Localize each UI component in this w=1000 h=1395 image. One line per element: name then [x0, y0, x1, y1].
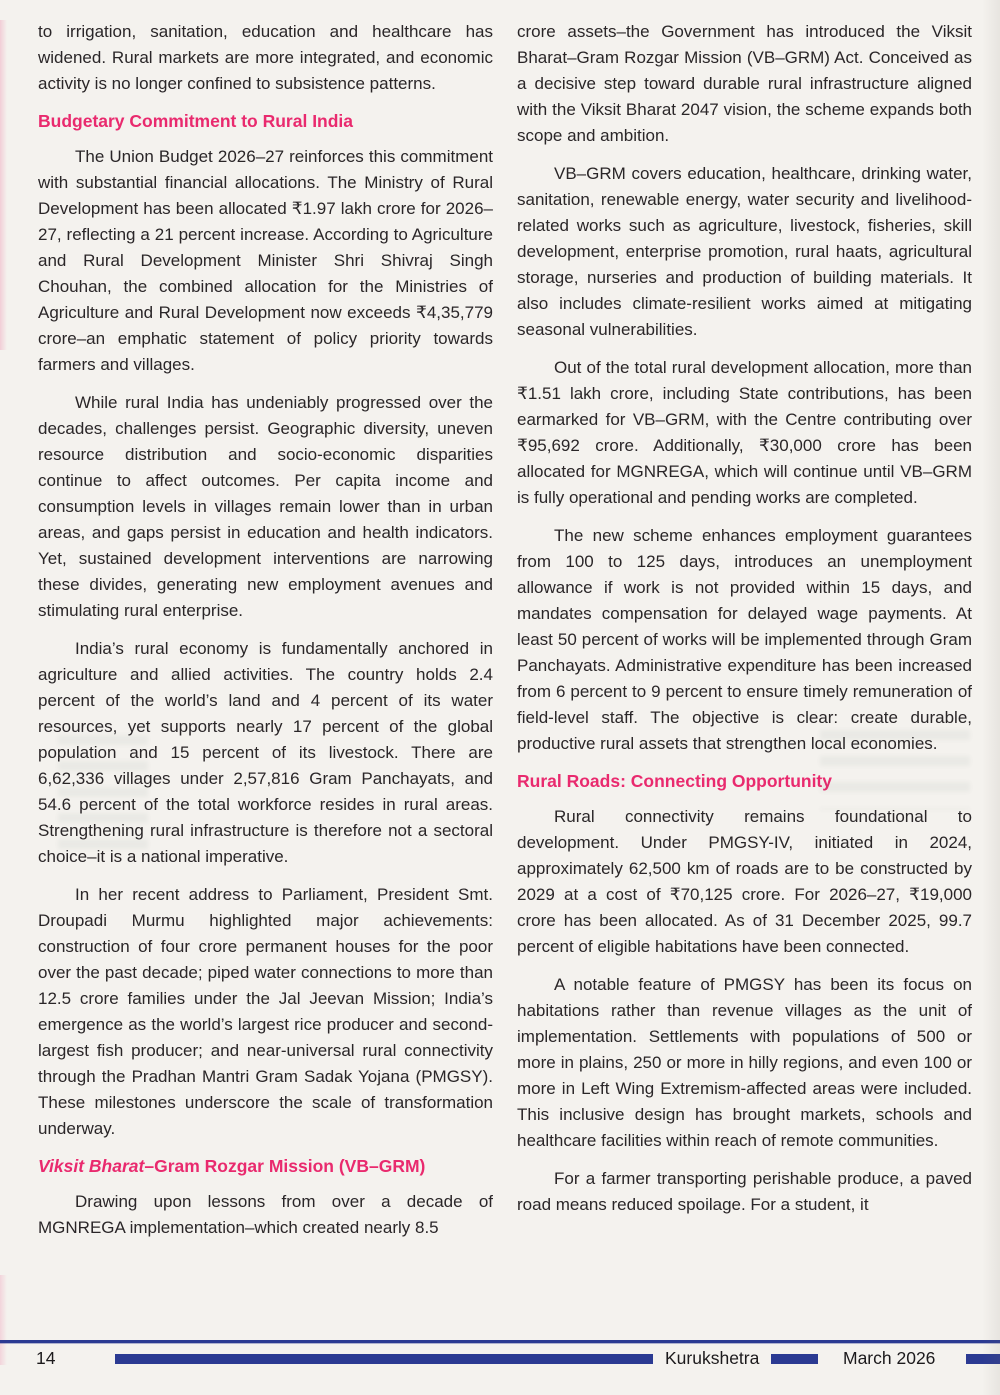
body-paragraph: A notable feature of PMGSY has been its focus on habitations rather than revenue villages as the unit of implementation. Settlements with populations of 500 or more in plains, 250 or more in hilly regions, and even 100 or more in Left Wing Extremism-affected areas were included. This inclusive design has brought markets, schools and healthcare facilities within reach of remote communities. [517, 975, 972, 1150]
section-heading: Budgetary Commitment to Rural India [38, 111, 354, 131]
body-paragraph: to irrigation, sanitation, education and healthcare has widened. Rural markets are more integrated, and economic activity is no longer confined to subsistence patterns. [38, 22, 493, 93]
body-paragraph: For a farmer transporting perishable produce, a paved road means reduced spoilage. For a student, it [517, 1169, 972, 1214]
footer-top-rule [0, 1340, 1000, 1343]
body-paragraph: Rural connectivity remains foundational to development. Under PMGSY-IV, initiated in 2024, approximately 62,500 km of roads are to be constructed by 2029 at a cost of ₹70,125 crore. For 2026–27, ₹19,000 crore has been allocated. As of 31 December 2025, 99.7 percent of eligible habitations have been connected. [517, 807, 972, 956]
footer-bar [115, 1354, 653, 1364]
page-footer [0, 1340, 1000, 1395]
text-column-left [38, 19, 493, 1320]
body-paragraph: Drawing upon lessons from over a decade of MGNREGA implementation–which created nearly 8.5 [38, 1192, 493, 1237]
heading-italic-lead: Viksit Bharat [38, 1156, 145, 1176]
footer-bar [966, 1354, 1000, 1364]
body-paragraph: In her recent address to Parliament, President Smt. Droupadi Murmu highlighted major achievements: construction of four crore permanent houses for the poor over the past decade; piped water connections to more than 12.5 crore families under the Jal Jeevan Mission; India’s emergence as the world’s largest rice producer and second-largest fish producer; and near-universal rural connectivity through the Pradhan Mantri Gram Sadak Yojana (PMGSY). These milestones underscore the scale of transformation underway. [38, 885, 493, 1138]
body-paragraph: crore assets–the Government has introduced the Viksit Bharat–Gram Rozgar Mission (VB–GRM) Act. Conceived as a decisive step toward durable rural infrastructure aligned with the Viksit Bharat 2047 vision, the scheme expands both scope and ambition. [517, 22, 972, 145]
body-paragraph: Out of the total rural development allocation, more than ₹1.51 lakh crore, including State contributions, has been earmarked for VB–GRM, with the Centre contributing over ₹95,692 crore. Additionally, ₹30,000 crore has been allocated for MGNREGA, which will continue until VB–GRM is fully operational and pending works are completed. [517, 358, 972, 507]
issue-date: March 2026 [843, 1348, 936, 1368]
text-column-right [517, 19, 972, 1320]
body-paragraph: India’s rural economy is fundamentally anchored in agriculture and allied activities. The country holds 2.4 percent of the world’s land and 4 percent of its water resources, yet supports nearly 17 percent of the global population and 15 percent of its livestock. There are 6,62,336 villages under 2,57,816 Gram Panchayats, and 54.6 percent of the total workforce resides in rural areas. Strengthening rural infrastructure is therefore not a sectoral choice–it is a national imperative. [38, 639, 493, 866]
section-heading: Rural Roads: Connecting Opportunity [517, 771, 832, 791]
section-heading: Viksit Bharat–Gram Rozgar Mission (VB–GRM) [38, 1156, 426, 1176]
body-paragraph: While rural India has undeniably progressed over the decades, challenges persist. Geographic diversity, uneven resource distribution and socio-economic disparities continue to affect outcomes. Per capita income and consumption levels in villages remain lower than in urban areas, and gaps persist in education and health indicators. Yet, sustained development interventions are narrowing these divides, generating new employment avenues and stimulating rural enterprise. [38, 393, 493, 620]
page-number: 14 [36, 1348, 56, 1368]
body-paragraph: VB–GRM covers education, healthcare, drinking water, sanitation, renewable energy, water security and livelihood-related works such as agriculture, livestock, fisheries, skill development, enterprise promotion, rural haats, agricultural storage, nurseries and production of building materials. It also includes climate-resilient works aimed at mitigating seasonal vulnerabilities. [517, 164, 972, 339]
body-paragraph: The Union Budget 2026–27 reinforces this commitment with substantial financial allocations. The Ministry of Rural Development has been allocated ₹1.97 lakh crore for 2026–27, reflecting a 21 percent increase. According to Agriculture and Rural Development Minister Shri Shivraj Singh Chouhan, the combined allocation for the Ministries of Agriculture and Rural Development now exceeds ₹4,35,779 crore–an emphatic statement of policy priority towards farmers and villages. [38, 147, 493, 374]
journal-name: Kurukshetra [665, 1348, 760, 1368]
footer-bar [771, 1354, 818, 1364]
body-paragraph: The new scheme enhances employment guarantees from 100 to 125 days, introduces an unemployment allowance if work is not provided within 15 days, and mandates compensation for delayed wage payments. At least 50 percent of works will be implemented through Gram Panchayats. Administrative expenditure has been increased from 6 percent to 9 percent to ensure timely remuneration of field-level staff. The objective is clear: create durable, productive rural assets that strengthen local economies. [517, 526, 972, 753]
